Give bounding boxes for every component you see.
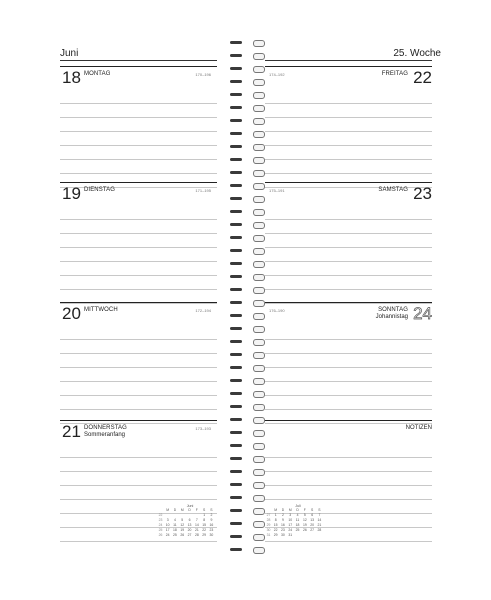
day-rule [60,420,217,421]
spiral-coil [226,337,270,347]
weekday: D [296,508,299,512]
day-name: DIENSTAG [84,187,116,193]
day-number: 24 [413,304,432,323]
calendar-day: 29 [202,533,207,537]
day-rule [265,66,432,67]
calendar-day: 14 [317,518,322,522]
spiral-coil [226,441,270,451]
day-rule [60,182,217,183]
writing-lines[interactable] [265,326,432,424]
spiral-coil [226,272,270,282]
spiral-coil [226,38,270,48]
week-number: 30 [266,528,271,532]
weekday: S [210,508,213,512]
calendar-day: 19 [180,528,185,532]
spiral-binding [226,38,270,558]
spiral-coil [226,298,270,308]
calendar-day: 28 [194,533,199,537]
calendar-day: 5 [303,513,306,517]
spiral-coil [226,363,270,373]
calendar-day: 21 [317,523,322,527]
day-name: SONNTAG [378,307,408,313]
calendar-day: 18 [173,528,177,532]
day-name: DONNERSTAG [84,425,127,431]
calendar-day: 28 [317,528,322,532]
calendar-day: 29 [273,533,278,537]
calendar-day: 10 [288,518,293,522]
calendar-day: 11 [295,518,300,522]
calendar-day: 1 [274,513,277,517]
calendar-day: 17 [165,528,170,532]
calendar-day: 25 [295,528,300,532]
calendar-day: 24 [165,533,170,537]
day-number: 21 [62,422,81,441]
spiral-coil [226,545,270,555]
week-number: 31 [266,533,271,537]
holiday-label: Johannistag [375,314,408,320]
spiral-coil [226,454,270,464]
spiral-coil [226,77,270,87]
week-label: 25. Woche [393,48,441,59]
calendar-day: 9 [282,518,284,522]
calendar-day: 9 [210,518,213,522]
spiral-coil [226,51,270,61]
mini-calendar-july [265,504,331,538]
spiral-coil [226,103,270,113]
calendar-day: 3 [289,513,292,517]
spiral-coil [226,415,270,425]
writing-lines[interactable] [60,326,217,424]
day-name: MITTWOCH [84,307,118,313]
spiral-coil [226,350,270,360]
calendar-day: 2 [210,513,213,517]
weekday: M [180,508,184,512]
writing-lines[interactable] [60,206,217,304]
spiral-coil [226,480,270,490]
weekday: D [281,508,285,512]
calendar-day: 31 [288,533,293,537]
calendar-day: 7 [318,513,321,517]
day-block-saturday[interactable] [265,182,432,302]
week-number: 23 [158,518,163,522]
mini-calendar-title: Juli [295,504,301,508]
calendar-day [301,533,308,538]
day-of-year: 173–193 [195,426,211,431]
calendar-day: 6 [188,518,191,522]
calendar-day: 23 [281,528,285,532]
calendar-day: 18 [295,523,300,527]
calendar-day: 12 [180,523,185,527]
day-rule [60,66,217,67]
spiral-coil [226,519,270,529]
mini-calendar-june [157,504,223,538]
day-of-year: 175–191 [269,188,285,193]
calendar-day: 22 [273,528,278,532]
spiral-coil [226,428,270,438]
calendar-day: 20 [310,523,315,527]
spiral-coil [226,467,270,477]
day-block-monday[interactable] [60,66,217,182]
day-of-year: 171–195 [195,188,211,193]
calendar-day: 5 [181,518,184,522]
calendar-day: 20 [187,528,192,532]
day-block-wednesday[interactable] [60,302,217,420]
spiral-coil [226,155,270,165]
day-of-year: 174–192 [269,72,285,77]
calendar-day: 27 [310,528,315,532]
day-name: MONTAG [84,71,111,77]
weekday: M [274,508,278,512]
spiral-coil [226,233,270,243]
calendar-week-row [157,533,223,538]
week-number: 28 [266,518,271,522]
weekday: F [195,508,198,512]
day-rule [265,182,432,183]
calendar-day: 16 [209,523,214,527]
day-block-tuesday[interactable] [60,182,217,302]
day-of-year: 176–190 [269,308,285,313]
spiral-coil [226,220,270,230]
calendar-day [316,533,323,538]
spiral-coil [226,246,270,256]
weekday: S [311,508,314,512]
spiral-coil [226,402,270,412]
calendar-day: 26 [180,533,185,537]
calendar-day: 3 [166,518,169,522]
calendar-day: 17 [288,523,293,527]
day-number: 20 [62,304,81,323]
day-number: 18 [62,68,81,87]
week-number: 27 [266,513,271,517]
calendar-week-row [265,533,331,538]
spiral-coil [226,168,270,178]
calendar-day: 2 [282,513,284,517]
calendar-day: 13 [187,523,192,527]
week-number: 25 [158,528,163,532]
notes-rule [265,420,432,421]
day-rule [60,302,217,303]
notes-label: NOTIZEN [405,425,432,431]
spiral-coil [226,181,270,191]
writing-lines[interactable] [60,90,217,188]
day-block-friday[interactable] [265,66,432,182]
calendar-day: 10 [165,523,170,527]
calendar-day [294,533,301,538]
calendar-day: 25 [173,533,177,537]
week-number: 24 [158,523,163,527]
spiral-coil [226,259,270,269]
calendar-day: 4 [296,513,299,517]
spiral-coil [226,116,270,126]
day-rule [265,302,432,303]
weekday: S [203,508,206,512]
calendar-day: 30 [281,533,285,537]
calendar-day: 24 [288,528,293,532]
day-number: 23 [413,184,432,203]
calendar-day: 19 [302,523,307,527]
calendar-day: 27 [187,533,192,537]
day-of-year: 170–196 [195,72,211,77]
calendar-day: 13 [310,518,315,522]
weekday: D [188,508,191,512]
spiral-coil [226,142,270,152]
day-name: SAMSTAG [378,187,408,193]
weekday: D [173,508,177,512]
calendar-day: 8 [203,518,206,522]
calendar-day: 4 [174,518,176,522]
calendar-day: 6 [311,513,314,517]
week-number: 26 [158,533,163,537]
week-number: 29 [266,523,271,527]
weekday: F [303,508,306,512]
calendar-day: 14 [194,523,199,527]
calendar-day [308,533,315,538]
day-name: FREITAG [381,71,408,77]
day-of-year: 172–194 [195,308,211,313]
weekday: S [318,508,321,512]
calendar-day: 16 [281,523,285,527]
holiday-label: Sommeranfang [84,432,126,438]
left-header-rule [60,60,217,61]
spiral-coil [226,376,270,386]
spiral-coil [226,64,270,74]
spiral-coil [226,285,270,295]
calendar-day: 23 [209,528,214,532]
spiral-coil [226,194,270,204]
week-number: 22 [158,513,163,517]
calendar-day: 30 [209,533,214,537]
calendar-day: 7 [195,518,198,522]
calendar-day: 12 [302,518,307,522]
month-label: Juni [60,48,79,59]
weekday: M [288,508,292,512]
spiral-coil [226,90,270,100]
calendar-day: 22 [202,528,207,532]
day-number: 19 [62,184,81,203]
spiral-coil [226,389,270,399]
day-block-sunday[interactable] [265,302,432,420]
calendar-day: 15 [273,523,278,527]
spiral-coil [226,311,270,321]
spiral-coil [226,129,270,139]
calendar-day: 8 [274,518,277,522]
writing-lines[interactable] [265,206,432,304]
calendar-day: 11 [173,523,177,527]
calendar-day: 21 [194,528,199,532]
spiral-coil [226,324,270,334]
calendar-day: 15 [202,523,207,527]
spiral-coil [226,207,270,217]
mini-calendar-title: Juni [186,504,194,508]
right-header-rule [265,60,432,61]
spiral-coil [226,493,270,503]
writing-lines[interactable] [265,90,432,188]
calendar-day: 26 [302,528,307,532]
weekday: M [166,508,170,512]
calendar-day: 1 [203,513,206,517]
spiral-coil [226,506,270,516]
day-number: 22 [413,68,432,87]
spiral-coil [226,532,270,542]
